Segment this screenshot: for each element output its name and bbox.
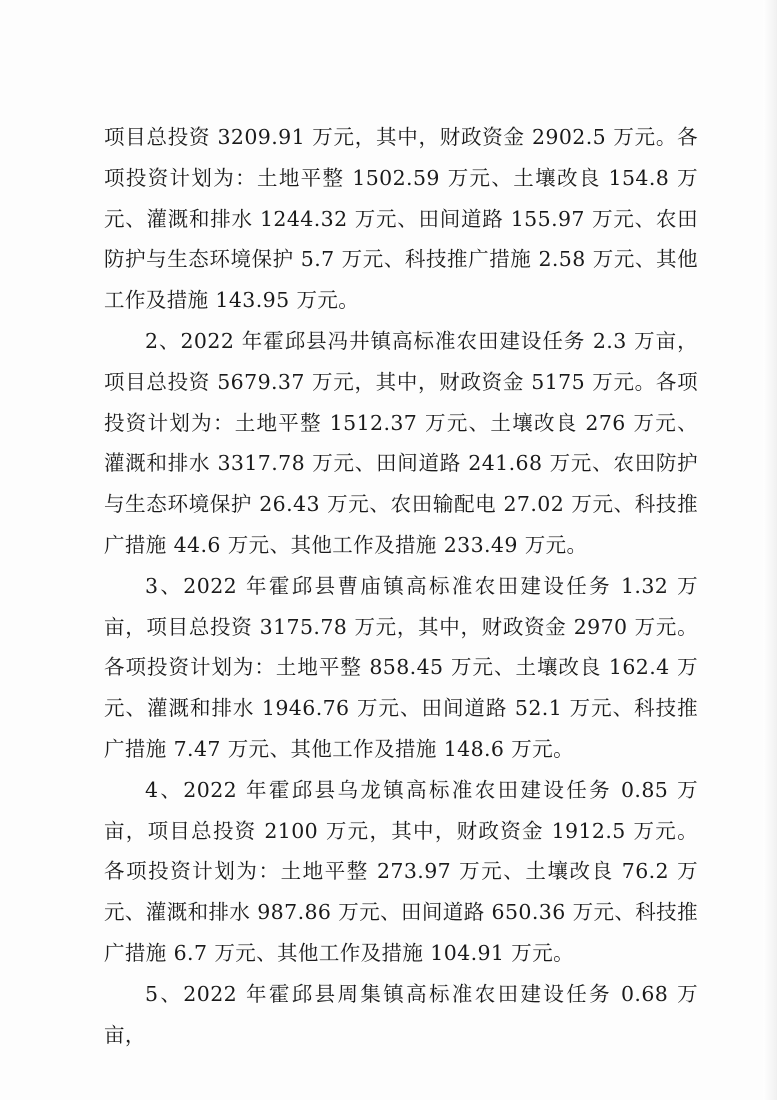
paragraph-item-5: 5、2022 年霍邱县周集镇高标准农田建设任务 0.68 万亩，: [104, 981, 698, 1047]
paragraph-item-2: 2、2022 年霍邱县冯井镇高标准农田建设任务 2.3 万亩，项目总投资 5679.37 万元，其中，财政资金 5175 万元。各项投资计划为：土地平整 1512.37 万元、土壤改良 276 万元、灌溉和排水 3317.78 万元、田间道路 241.68 万元、农田防护与生态环境保护 26.43 万元、农田输配电 27.02 万元、科技推广措施 44.6 万元、其他工作及措施 233.49 万元。: [104, 328, 698, 557]
paragraph-item-4: 4、2022 年霍邱县乌龙镇高标准农田建设任务 0.85 万亩，项目总投资 2100 万元，其中，财政资金 1912.5 万元。各项投资计划为：土地平整 273.97 万元、土壤改良 76.2 万元、灌溉和排水 987.86 万元、田间道路 650.36 万元、科技推广措施 6.7 万元、其他工作及措施 104.91 万元。: [104, 777, 698, 965]
paragraph-item-3: 3、2022 年霍邱县曹庙镇高标准农田建设任务 1.32 万亩，项目总投资 3175.78 万元，其中，财政资金 2970 万元。各项投资计划为：土地平整 858.45 万元、土壤改良 162.4 万元、灌溉和排水 1946.76 万元、田间道路 52.1 万元、科技推广措施 7.47 万元、其他工作及措施 148.6 万元。: [104, 573, 698, 761]
page-edge-shadow: [763, 0, 777, 1100]
document-body: [104, 117, 698, 1055]
paragraph-continuation: 项目总投资 3209.91 万元，其中，财政资金 2902.5 万元。各项投资计划为：土地平整 1502.59 万元、土壤改良 154.8 万元、灌溉和排水 1244.32 万元、田间道路 155.97 万元、农田防护与生态环境保护 5.7 万元、科技推广措施 2.58 万元、其他工作及措施 143.95 万元。: [104, 125, 698, 313]
